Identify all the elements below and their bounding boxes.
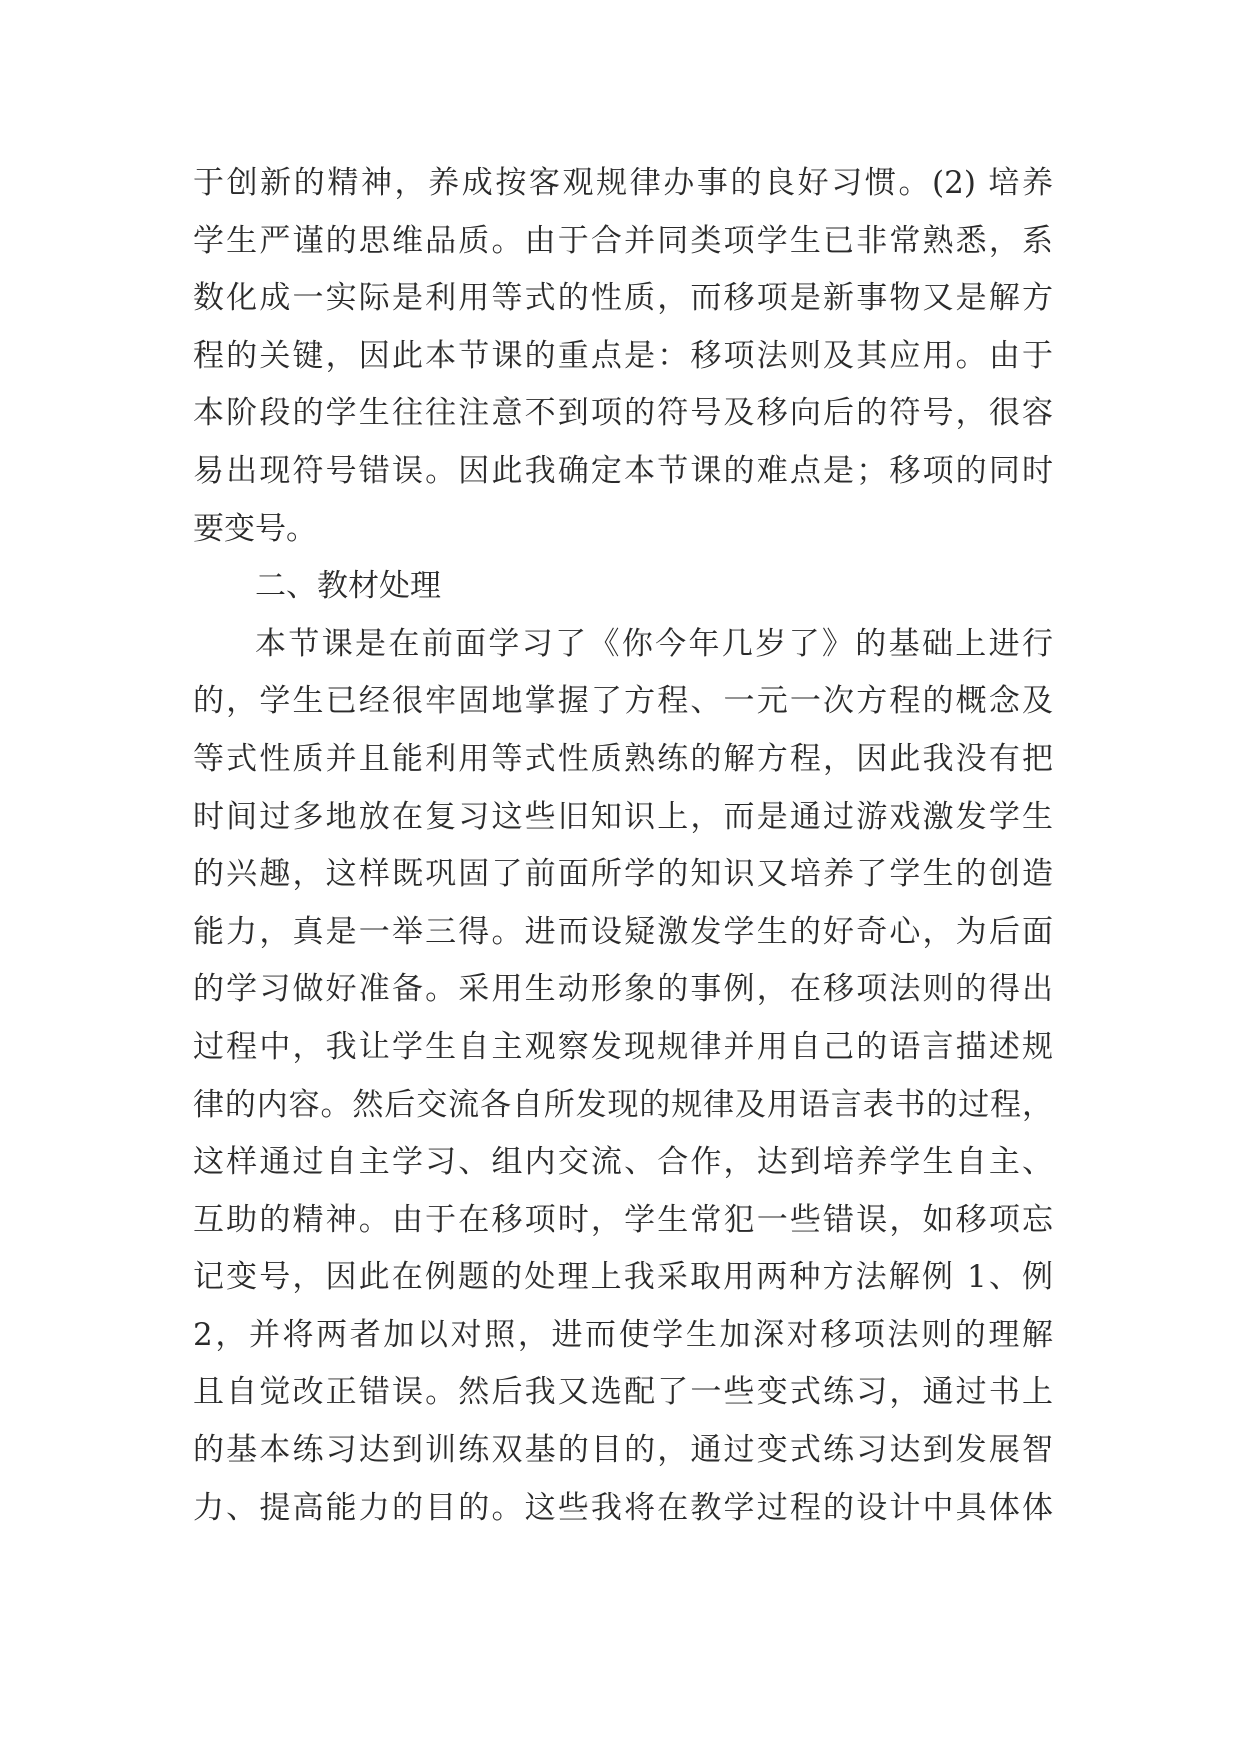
text-line: 学生严谨的思维品质。由于合并同类项学生已非常熟悉，系 (193, 222, 1053, 259)
text-line: 的，学生已经很牢固地掌握了方程、一元一次方程的概念及 (193, 683, 1053, 720)
text-line: 过程中，我让学生自主观察发现规律并用自己的语言描述规 (193, 1028, 1053, 1065)
text-line: 的学习做好准备。采用生动形象的事例，在移项法则的得出 (193, 971, 1053, 1008)
text-line: 于创新的精神，养成按客观规律办事的良好习惯。(2) 培养 (193, 165, 1053, 201)
text-line: 的基本练习达到训练双基的目的，通过变式练习达到发展智 (193, 1432, 1053, 1469)
text-line: 数化成一实际是利用等式的性质，而移项是新事物又是解方 (193, 280, 1053, 317)
text-line: 程的关键，因此本节课的重点是：移项法则及其应用。由于 (193, 337, 1053, 374)
text-line: 的兴趣，这样既巩固了前面所学的知识又培养了学生的创造 (193, 856, 1053, 893)
body-text (193, 155, 1053, 1537)
text-line: 易出现符号错误。因此我确定本节课的难点是；移项的同时 (193, 452, 1053, 489)
text-line: 时间过多地放在复习这些旧知识上，而是通过游戏激发学生 (193, 798, 1053, 835)
text-line: 记变号，因此在例题的处理上我采取用两种方法解例 1、例 (193, 1259, 1053, 1296)
text-line: 等式性质并且能利用等式性质熟练的解方程，因此我没有把 (193, 740, 1053, 777)
text-line: 2，并将两者加以对照，进而使学生加深对移项法则的理解 (193, 1316, 1053, 1353)
text-line: 互助的精神。由于在移项时，学生常犯一些错误，如移项忘 (193, 1201, 1053, 1238)
text-line: 能力，真是一举三得。进而设疑激发学生的好奇心，为后面 (193, 913, 1053, 950)
text-line: 力、提高能力的目的。这些我将在教学过程的设计中具体体 (193, 1489, 1053, 1526)
text-line: 要变号。 (193, 510, 317, 547)
text-line: 本阶段的学生往往注意不到项的符号及移向后的符号，很容 (193, 395, 1053, 432)
text-line: 这样通过自主学习、组内交流、合作，达到培养学生自主、 (193, 1144, 1053, 1181)
text-line: 律的内容。然后交流各自所发现的规律及用语言表书的过程， (193, 1086, 1053, 1123)
text-line: 且自觉改正错误。然后我又选配了一些变式练习，通过书上 (193, 1374, 1053, 1411)
section-heading: 二、教材处理 (255, 568, 441, 605)
text-line: 本节课是在前面学习了《你今年几岁了》的基础上进行 (255, 625, 1053, 662)
